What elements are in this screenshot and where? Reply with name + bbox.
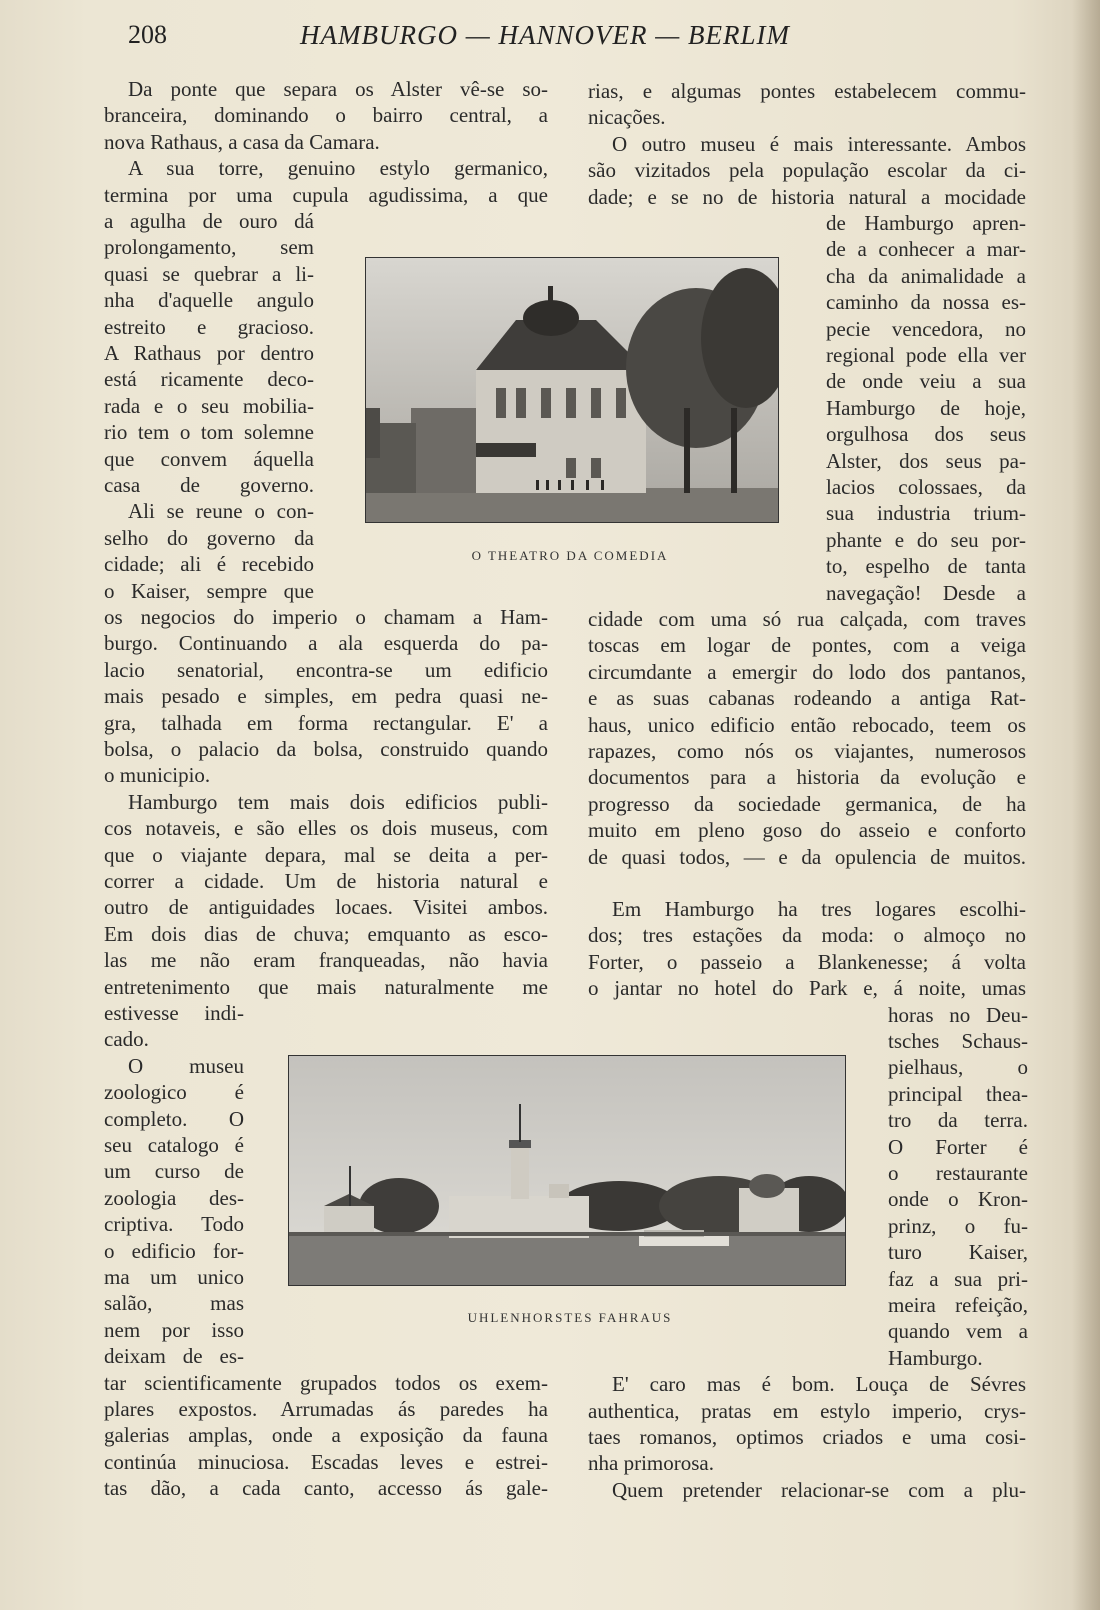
right-text-line: toscas em logar de pontes, com a veiga <box>588 633 1026 658</box>
left-text-line: o municipio. <box>104 763 211 788</box>
right-text-line: turo Kaiser, <box>888 1240 1028 1265</box>
right-text-line: principal thea- <box>888 1081 1028 1106</box>
right-text-line: documentos para a historia da evolução e <box>588 765 1026 790</box>
right-text-line: to, espelho de tanta <box>826 554 1026 579</box>
right-text-line: horas no Deu- <box>888 1002 1028 1027</box>
right-text-line: E' caro mas é bom. Louça de Sévres <box>612 1372 1026 1397</box>
right-text-line: progresso da sociedade germanica, de ha <box>588 791 1026 816</box>
right-text-line: e as suas cabanas rodeando a antiga Rat- <box>588 686 1026 711</box>
right-text-line: regional pode ella ver <box>826 343 1026 367</box>
right-text-line: lacios colossaes, da <box>826 475 1026 499</box>
left-text-line: que convem áquella <box>104 446 314 471</box>
right-text-line: circumdante a emergir do lodo dos pantanos, <box>588 659 1026 684</box>
right-text-line: dade; e se no de historia natural a mocidade <box>588 184 1026 209</box>
left-text-line: cos notaveis, e são elles os dois museus, com <box>104 816 548 841</box>
right-text-line: de a conhecer a mar- <box>826 237 1026 262</box>
right-text-line: meira refeição, <box>888 1293 1028 1317</box>
left-text-line: zoologia des- <box>104 1185 244 1210</box>
left-text-line: que o viajante depara, mal se deita a per- <box>104 842 548 867</box>
left-text-line: tar scientificamente grupados todos os exem- <box>104 1370 548 1395</box>
right-text-line: rias, e algumas pontes estabelecem commu- <box>588 79 1026 103</box>
right-text-line: onde o Kron- <box>888 1187 1028 1212</box>
left-text-line: quasi se quebrar a li- <box>104 261 314 286</box>
right-text-line: cha da animalidade a <box>826 263 1026 288</box>
right-text-line: o restaurante <box>888 1161 1028 1185</box>
right-text-line: orgulhosa dos seus <box>826 422 1026 447</box>
left-text-line: Em dois dias de chuva; emquanto as esco- <box>104 921 548 946</box>
right-text-line: dos; tres estações da moda: o almoço no <box>588 923 1026 948</box>
left-text-line: nova Rathaus, a casa da Camara. <box>104 129 380 154</box>
left-text-line: cado. <box>104 1027 149 1052</box>
left-text-line: tas dão, a cada canto, accesso ás gale- <box>104 1476 548 1501</box>
right-text-line: tsches Schaus- <box>888 1029 1028 1053</box>
right-text-line: pielhaus, o <box>888 1055 1028 1080</box>
left-text-line: mais pesado e simples, em pedra quasi ne- <box>104 684 548 709</box>
left-text-line: continúa minuciosa. Escadas leves e estrei- <box>104 1449 548 1474</box>
right-text-line: sua industria trium- <box>826 501 1026 526</box>
left-text-line: a agulha de ouro dá <box>104 209 314 233</box>
left-text-line: o edificio for- <box>104 1238 244 1263</box>
left-text-line: cidade; ali é recebido <box>104 552 314 577</box>
left-text-line: ma um unico <box>104 1265 244 1289</box>
waterfront-pavilion-image <box>289 1056 845 1285</box>
right-text-line: Hamburgo de hoje, <box>826 395 1026 420</box>
right-text-line: de Hamburgo apren- <box>826 211 1026 235</box>
right-text-line: rapazes, como nós os viajantes, numerosos <box>588 739 1026 763</box>
theatre-building-image <box>366 258 778 522</box>
left-text-line: galerias amplas, onde a exposição da fauna <box>104 1423 548 1448</box>
left-text-line: las me não eram franqueadas, não havia <box>104 948 548 973</box>
right-text-line: quando vem a <box>888 1319 1028 1344</box>
left-text-line: deixam de es- <box>104 1344 244 1369</box>
left-text-line: A sua torre, genuino estylo germanico, <box>128 156 548 181</box>
left-text-line: os negocios do imperio o chamam a Ham- <box>104 605 548 629</box>
right-text-line: são vizitados pela população escolar da ci- <box>588 158 1026 183</box>
left-text-line: gra, talhada em forma rectangular. E' a <box>104 710 548 735</box>
left-text-line: selho do governo da <box>104 525 314 550</box>
page-number: 208 <box>128 20 167 49</box>
right-text-line: faz a sua pri- <box>888 1266 1028 1291</box>
left-text-line: Da ponte que separa os Alster vê-se so- <box>128 77 548 101</box>
right-text-line: Alster, dos seus pa- <box>826 448 1026 473</box>
theatro-photo <box>365 257 779 523</box>
left-text-line: nha d'aquelle angulo <box>104 288 314 313</box>
left-text-line: estivesse indi- <box>104 1001 244 1025</box>
left-text-line: criptiva. Todo <box>104 1212 244 1237</box>
left-text-line: prolongamento, sem <box>104 235 314 260</box>
left-text-line: A Rathaus por dentro <box>104 341 314 365</box>
left-text-line: zoologico é <box>104 1080 244 1105</box>
right-text-line: de quasi todos, — e da opulencia de muitos. <box>588 844 1026 869</box>
right-text-line: caminho da nossa es- <box>826 290 1026 315</box>
right-text-line: Forter, o passeio a Blankenesse; á volta <box>588 949 1026 974</box>
right-text-line: de onde veiu a sua <box>826 369 1026 394</box>
right-text-line: taes romanos, optimos criados e uma cosi- <box>588 1425 1026 1449</box>
right-text-line: haus, unico edificio então rebocado, teem os <box>588 712 1026 737</box>
left-text-line: rada e o seu mobilia- <box>104 393 314 418</box>
left-text-line: termina por uma cupula agudissima, a que <box>104 182 548 207</box>
left-text-line: plares expostos. Arrumadas ás paredes ha <box>104 1397 548 1421</box>
uhlenhorst-photo <box>288 1055 846 1286</box>
left-text-line: um curso de <box>104 1159 244 1184</box>
right-text-line: Hamburgo. <box>888 1345 983 1370</box>
page-header <box>0 20 1100 56</box>
running-title: HAMBURGO — HANNOVER — BERLIM <box>300 20 790 50</box>
right-text-line: tro da terra. <box>888 1108 1028 1133</box>
page-gutter <box>1072 0 1100 1610</box>
right-text-line: Quem pretender relacionar-se com a plu- <box>612 1477 1026 1502</box>
right-text-line: O Forter é <box>888 1134 1028 1159</box>
right-text-line: phante e do seu por- <box>826 527 1026 552</box>
theatro-caption: O THEATRO DA COMEDIA <box>471 548 669 563</box>
uhlenhorst-caption: UHLENHORSTES FAHRAUS <box>467 1310 673 1325</box>
left-text-line: branceira, dominando o bairro central, a <box>104 103 548 128</box>
left-text-line: Ali se reune o con- <box>128 499 314 524</box>
left-text-line: burgo. Continuando a ala esquerda do pa- <box>104 631 548 656</box>
left-text-line: outro de antiguidades locaes. Visitei ambos. <box>104 895 548 920</box>
left-text-line: seu catalogo é <box>104 1133 244 1157</box>
right-text-line: o jantar no hotel do Park e, á noite, umas <box>588 976 1026 1001</box>
right-text-line: O outro museu é mais interessante. Ambos <box>612 131 1026 156</box>
left-text-line: está ricamente deco- <box>104 367 314 392</box>
left-text-line: nem por isso <box>104 1317 244 1342</box>
right-text-line: muito em pleno goso do asseio e conforto <box>588 818 1026 843</box>
right-text-line: Em Hamburgo ha tres logares escolhi- <box>612 897 1026 921</box>
right-text-line: prinz, o fu- <box>888 1213 1028 1238</box>
right-text-line: nicações. <box>588 105 666 130</box>
left-text-line: rio tem o tom solemne <box>104 420 314 445</box>
left-text-line: o Kaiser, sempre que <box>104 578 314 603</box>
left-text-line: casa de governo. <box>104 473 314 497</box>
left-text-line: entretenimento que mais naturalmente me <box>104 974 548 999</box>
left-text-line: correr a cidade. Um de historia natural e <box>104 869 548 893</box>
right-text-line: pecie vencedora, no <box>826 316 1026 341</box>
right-text-line: authentica, pratas em estylo imperio, crys- <box>588 1398 1026 1423</box>
right-text-line: cidade com uma só rua calçada, com traves <box>588 607 1026 631</box>
left-text-line: Hamburgo tem mais dois edificios publi- <box>128 789 548 814</box>
right-text-line: navegação! Desde a <box>826 580 1026 605</box>
left-text-line: salão, mas <box>104 1291 244 1316</box>
left-text-line: bolsa, o palacio da bolsa, construido quando <box>104 737 548 761</box>
left-text-line: completo. O <box>104 1106 244 1131</box>
left-text-line: lacio senatorial, encontra-se um edificio <box>104 657 548 682</box>
left-text-line: O museu <box>128 1053 244 1078</box>
right-text-line: nha primorosa. <box>588 1451 714 1476</box>
left-text-line: estreito e gracioso. <box>104 314 314 339</box>
